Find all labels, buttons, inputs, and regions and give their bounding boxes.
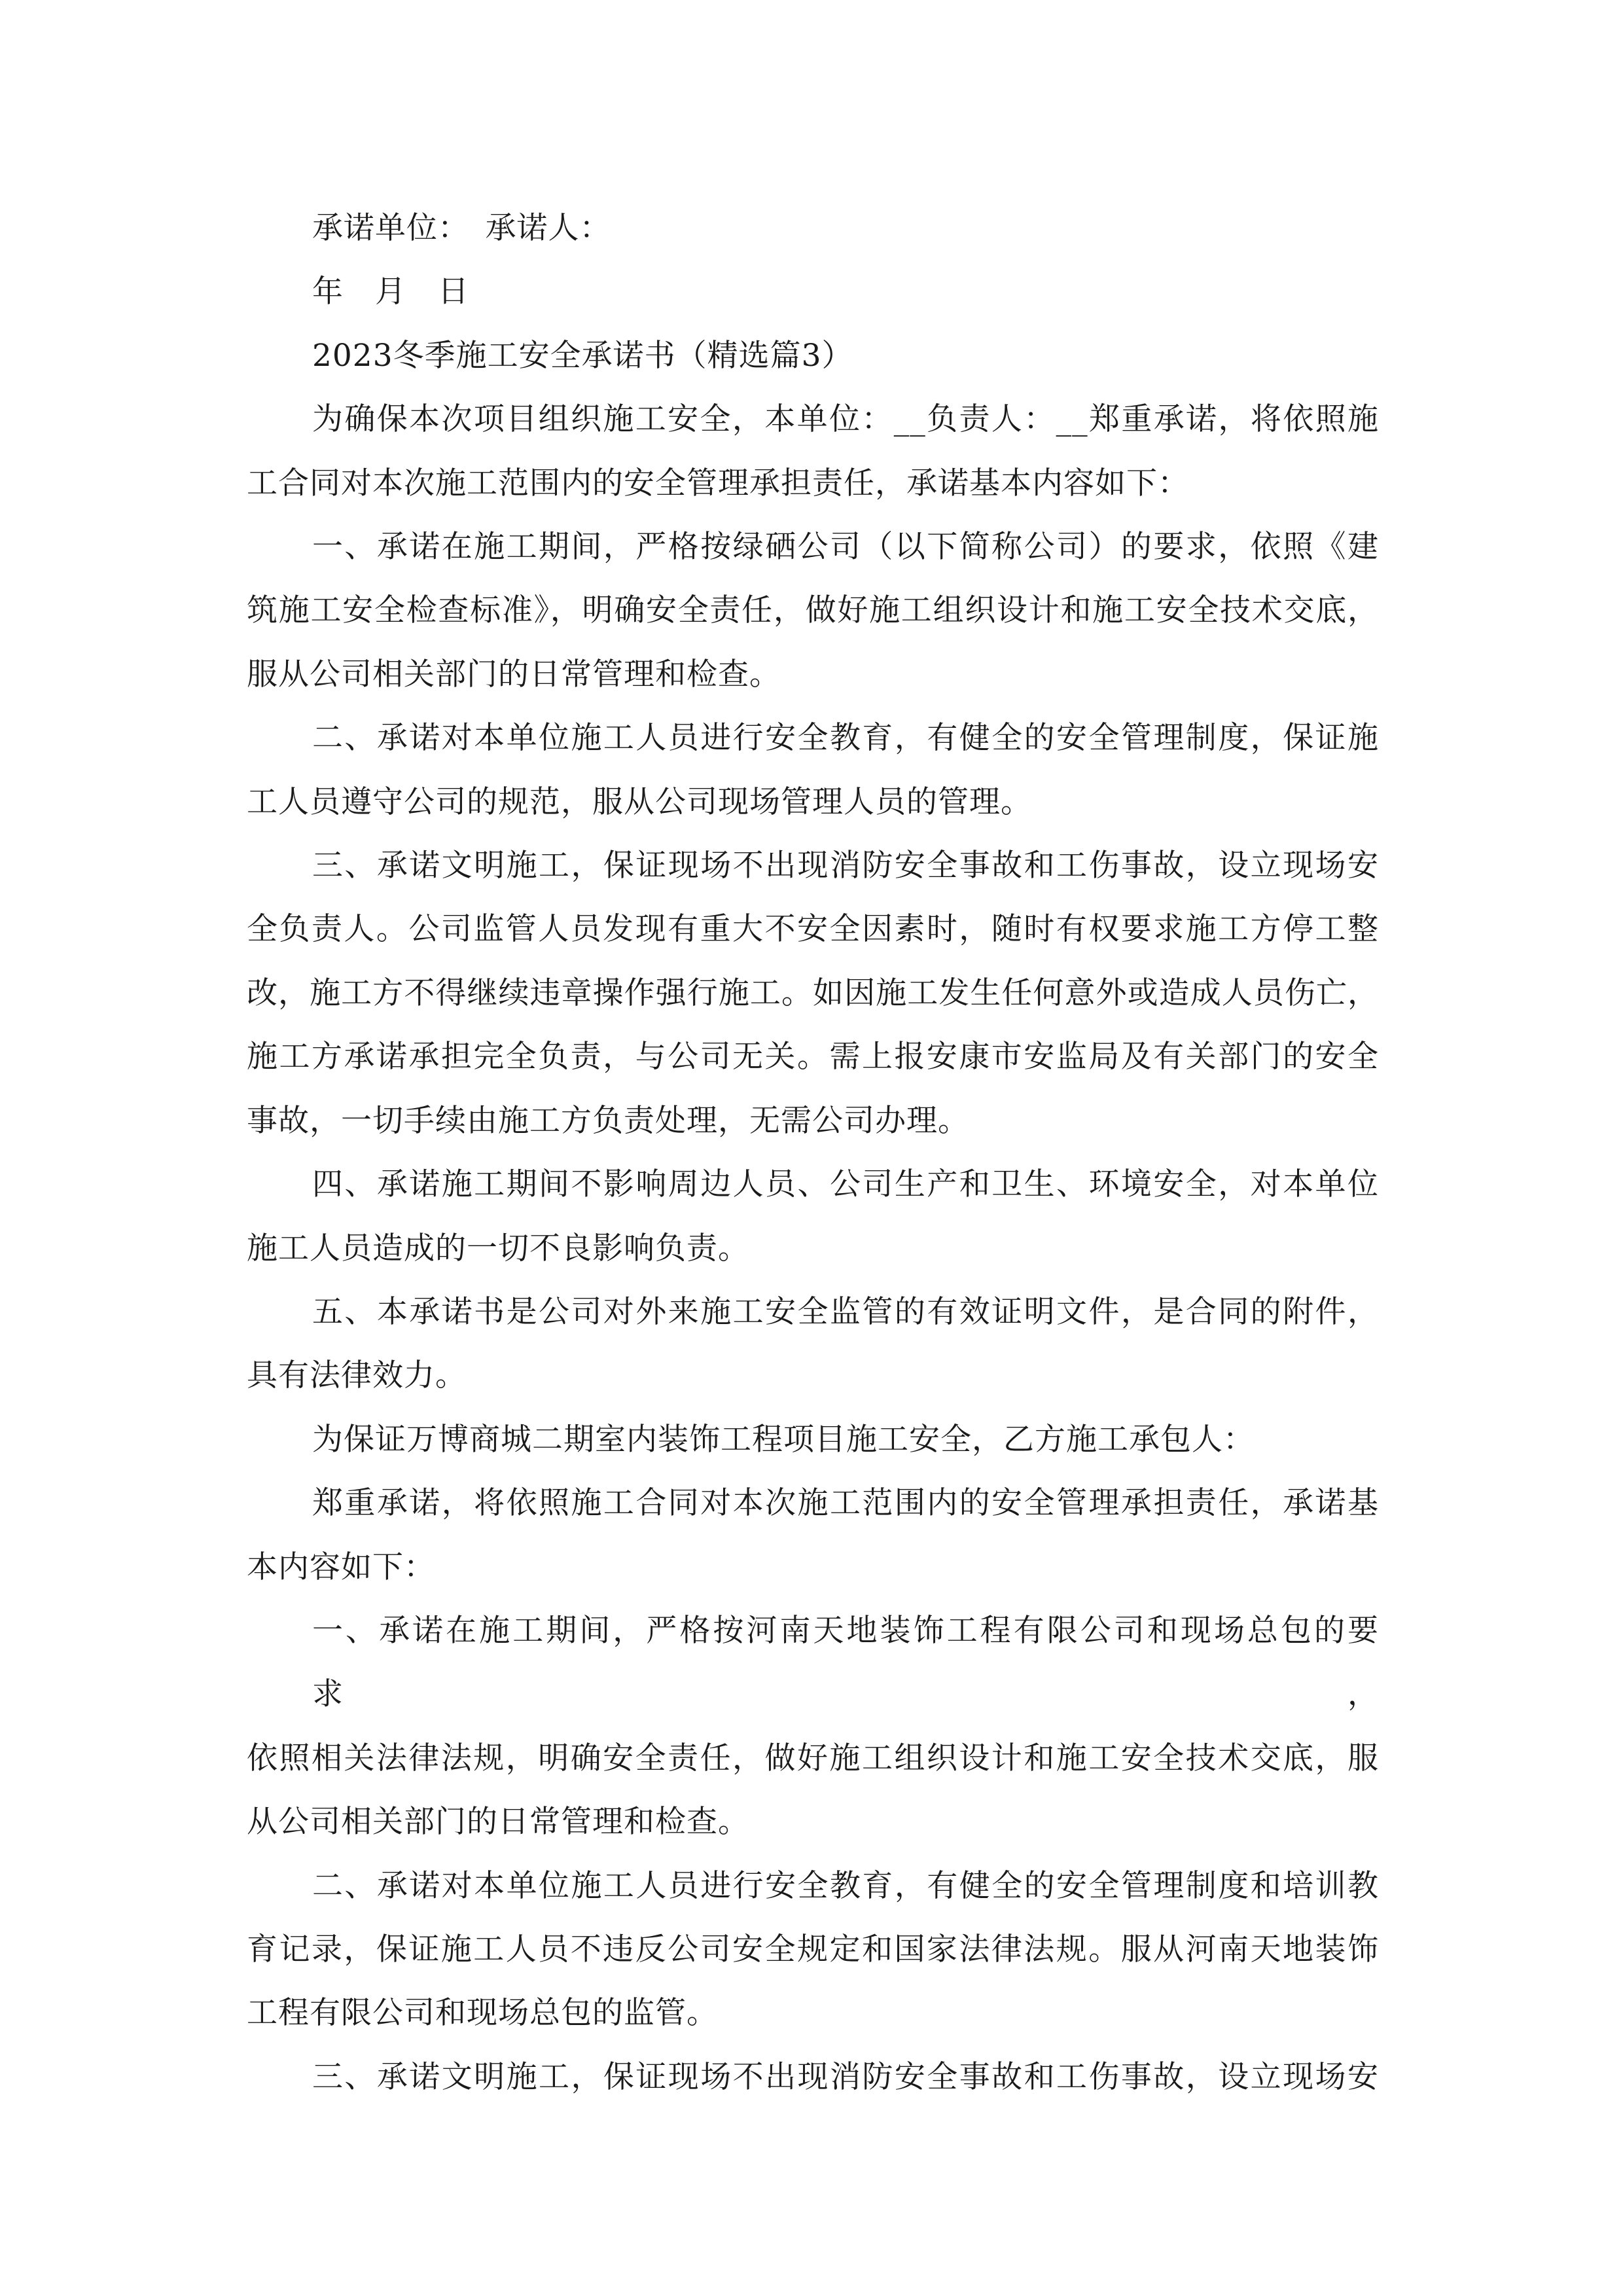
paragraph-line: 施工方承诺承担完全负责，与公司无关。需上报安康市安监局及有关部门的安全 xyxy=(247,1039,1379,1075)
paragraph-line: 三、承诺文明施工，保证现场不出现消防安全事故和工伤事故，设立现场安 xyxy=(312,848,1379,884)
paragraph-line: 一、承诺在施工期间，严格按绿硒公司（以下简称公司）的要求，依照《建 xyxy=(312,529,1379,565)
paragraph-line: 服从公司相关部门的日常管理和检查。 xyxy=(247,656,781,692)
paragraph-line: 二、承诺对本单位施工人员进行安全教育，有健全的安全管理制度，保证施 xyxy=(312,720,1379,757)
paragraph-line: 二、承诺对本单位施工人员进行安全教育，有健全的安全管理制度和培训教 xyxy=(312,1867,1379,1904)
paragraph-line: 五、本承诺书是公司对外来施工安全监管的有效证明文件，是合同的附件， xyxy=(312,1293,1379,1330)
paragraph-line: 工人员遵守公司的规范，服从公司现场管理人员的管理。 xyxy=(247,783,1032,820)
document-body xyxy=(247,196,1379,2109)
paragraph-line: 四、承诺施工期间不影响周边人员、公司生产和卫生、环境安全，对本单位 xyxy=(312,1166,1379,1203)
paragraph-line: 事故，一切手续由施工方负责处理，无需公司办理。 xyxy=(247,1102,969,1139)
paragraph-line: 为确保本次项目组织施工安全，本单位：__负责人：__郑重承诺，将依照施 xyxy=(312,401,1379,438)
paragraph-line: 三、承诺文明施工，保证现场不出现消防安全事故和工伤事故，设立现场安 xyxy=(312,2058,1379,2095)
section-title: 2023冬季施工安全承诺书（精选篇3） xyxy=(312,337,853,374)
paragraph-line: 一、承诺在施工期间，严格按河南天地装饰工程有限公司和现场总包的要求， xyxy=(312,1612,1379,1713)
paragraph-line: 从公司相关部门的日常管理和检查。 xyxy=(247,1804,749,1840)
paragraph-line: 筑施工安全检查标准》，明确安全责任，做好施工组织设计和施工安全技术交底， xyxy=(247,592,1379,629)
paragraph-line: 工程有限公司和现场总包的监管。 xyxy=(247,1995,718,2032)
date-line: 年 月 日 xyxy=(312,274,469,310)
paragraph-line: 育记录，保证施工人员不违反公司安全规定和国家法律法规。服从河南天地装饰 xyxy=(247,1931,1379,1967)
paragraph-line: 本内容如下： xyxy=(247,1549,435,1585)
paragraph-line: 具有法律效力。 xyxy=(247,1357,467,1394)
paragraph-line: 施工人员造成的一切不良影响负责。 xyxy=(247,1230,749,1266)
paragraph-line: 全负责人。公司监管人员发现有重大不安全因素时，随时有权要求施工方停工整 xyxy=(247,911,1379,948)
paragraph-line: 改，施工方不得继续违章操作强行施工。如因施工发生任何意外或造成人员伤亡， xyxy=(247,975,1379,1011)
paragraph-line: 为保证万博商城二期室内装饰工程项目施工安全，乙方施工承包人： xyxy=(312,1421,1255,1458)
paragraph-line: 工合同对本次施工范围内的安全管理承担责任，承诺基本内容如下： xyxy=(247,465,1189,501)
paragraph-line: 依照相关法律法规，明确安全责任，做好施工组织设计和施工安全技术交底，服 xyxy=(247,1740,1379,1776)
signature-unit-line: 承诺单位： 承诺人： xyxy=(312,210,611,246)
paragraph-line: 郑重承诺，将依照施工合同对本次施工范围内的安全管理承担责任，承诺基 xyxy=(312,1485,1379,1522)
